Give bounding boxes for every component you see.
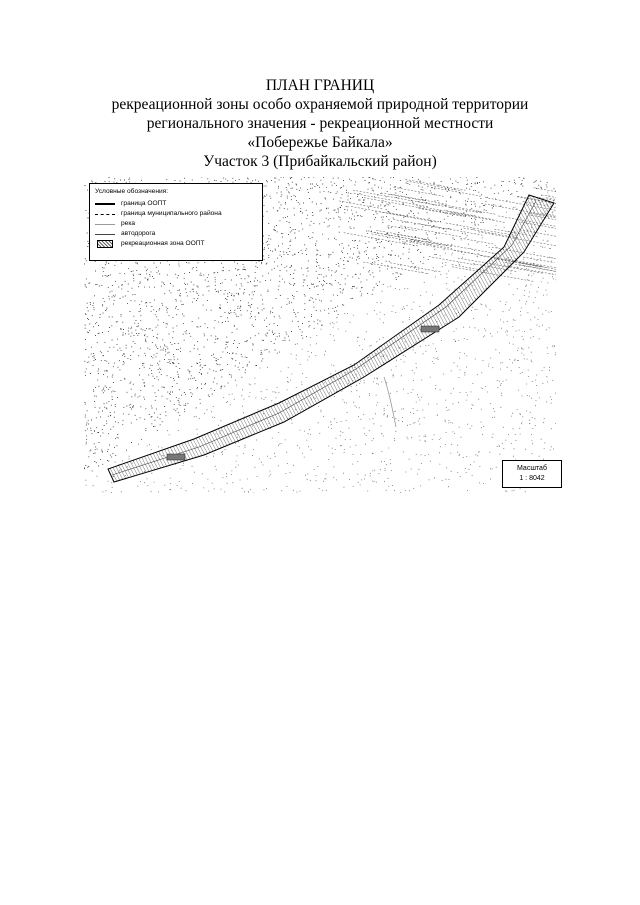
- legend-item-label: граница муниципального района: [121, 210, 222, 217]
- legend-title: Условные обозначения:: [95, 188, 169, 195]
- scale-label: Масштаб: [517, 465, 547, 472]
- road-marker-1: [421, 326, 439, 332]
- legend-item-label: рекреационная зона ООПТ: [121, 240, 205, 247]
- river-line-icon: [95, 220, 115, 228]
- boundary-line-icon: [95, 200, 115, 208]
- scale-value: 1 : 8042: [519, 475, 545, 482]
- legend-item-road: [95, 229, 257, 239]
- plan-title-block: [60, 76, 580, 171]
- legend-item-boundary: [95, 199, 257, 209]
- legend-item-municipal: [95, 209, 257, 219]
- legend-item-label: автодорога: [121, 230, 156, 237]
- legend-item-river: [95, 219, 257, 229]
- dashed-line-icon: [95, 210, 115, 218]
- legend-item-label: граница ООПТ: [121, 200, 167, 207]
- title-line-3: регионального значения - рекреационной местности: [146, 115, 494, 132]
- legend-item-label: река: [121, 220, 136, 227]
- river-line: [384, 377, 396, 427]
- legend-item-zone: [95, 239, 257, 249]
- title-line-1: ПЛАН ГРАНИЦ: [265, 77, 375, 94]
- road-marker-2: [167, 454, 185, 460]
- map-legend: [89, 183, 263, 261]
- scale-box: [502, 460, 562, 488]
- title-line-4: «Побережье Байкала»: [247, 134, 393, 151]
- road-line-icon: [95, 230, 115, 238]
- hatched-zone-icon: [95, 240, 115, 248]
- title-line-5: Участок 3 (Прибайкальский район): [203, 153, 437, 170]
- title-line-2: рекреационной зоны особо охраняемой природной территории: [111, 96, 529, 113]
